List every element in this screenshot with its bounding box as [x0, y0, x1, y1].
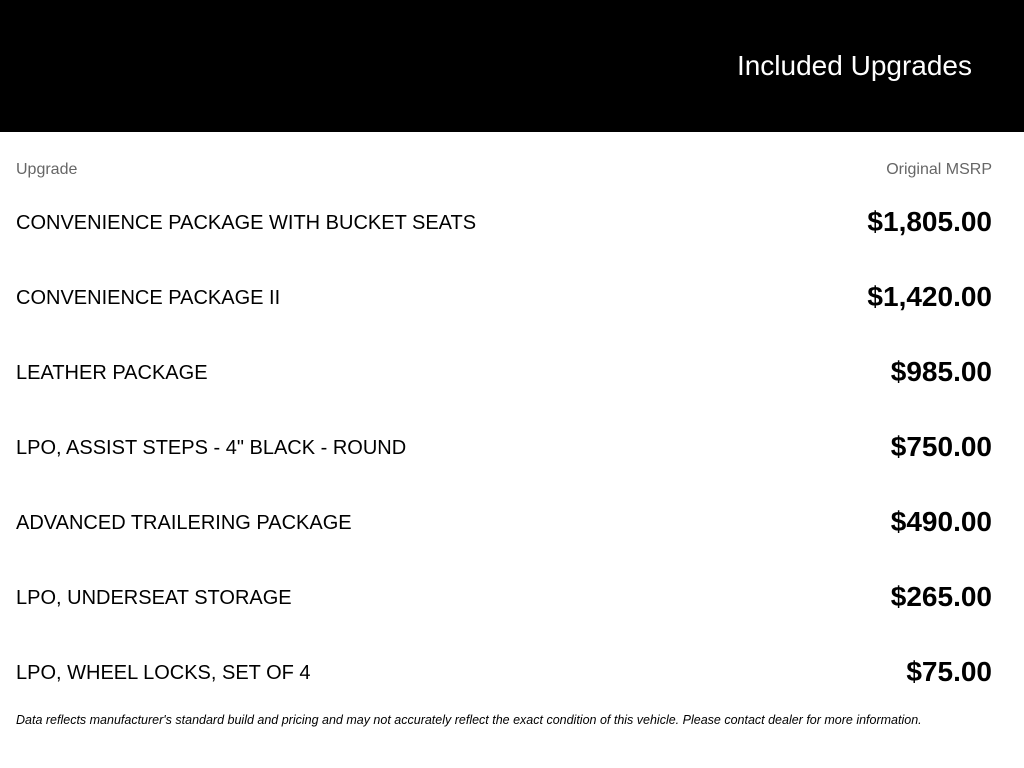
upgrade-price: $985.00 [890, 356, 992, 387]
upgrade-row [16, 635, 992, 710]
disclaimer-text: Data reflects manufacturer's standard build and pricing and may not accurately reflect the exact condition of this vehicle. Please contact dealer for more information. [16, 713, 922, 727]
upgrade-price: $1,420.00 [867, 281, 992, 312]
upgrade-name: CONVENIENCE PACKAGE II [16, 287, 281, 309]
upgrade-price: $750.00 [890, 431, 992, 462]
upgrade-name: LEATHER PACKAGE [16, 362, 208, 384]
upgrade-price: $490.00 [890, 506, 992, 537]
upgrade-row [16, 485, 992, 560]
upgrade-row [16, 185, 992, 260]
upgrade-row [16, 260, 992, 335]
upgrade-name: ADVANCED TRAILERING PACKAGE [16, 512, 352, 534]
page-title: Included Upgrades [736, 50, 972, 81]
column-headers [16, 160, 992, 180]
header-bar [0, 0, 1024, 132]
upgrade-name: LPO, ASSIST STEPS - 4" BLACK - ROUND [16, 437, 407, 459]
upgrade-name: LPO, WHEEL LOCKS, SET OF 4 [16, 662, 311, 684]
upgrade-price: $75.00 [906, 656, 992, 687]
upgrade-row [16, 335, 992, 410]
upgrades-list [16, 185, 992, 710]
upgrade-row [16, 410, 992, 485]
msrp-column-header: Original MSRP [886, 161, 992, 178]
upgrade-column-header: Upgrade [16, 161, 78, 178]
upgrade-name: LPO, UNDERSEAT STORAGE [16, 587, 292, 609]
upgrade-price: $265.00 [890, 581, 992, 612]
upgrade-row [16, 560, 992, 635]
upgrade-price: $1,805.00 [867, 206, 992, 237]
upgrade-name: CONVENIENCE PACKAGE WITH BUCKET SEATS [16, 212, 477, 234]
